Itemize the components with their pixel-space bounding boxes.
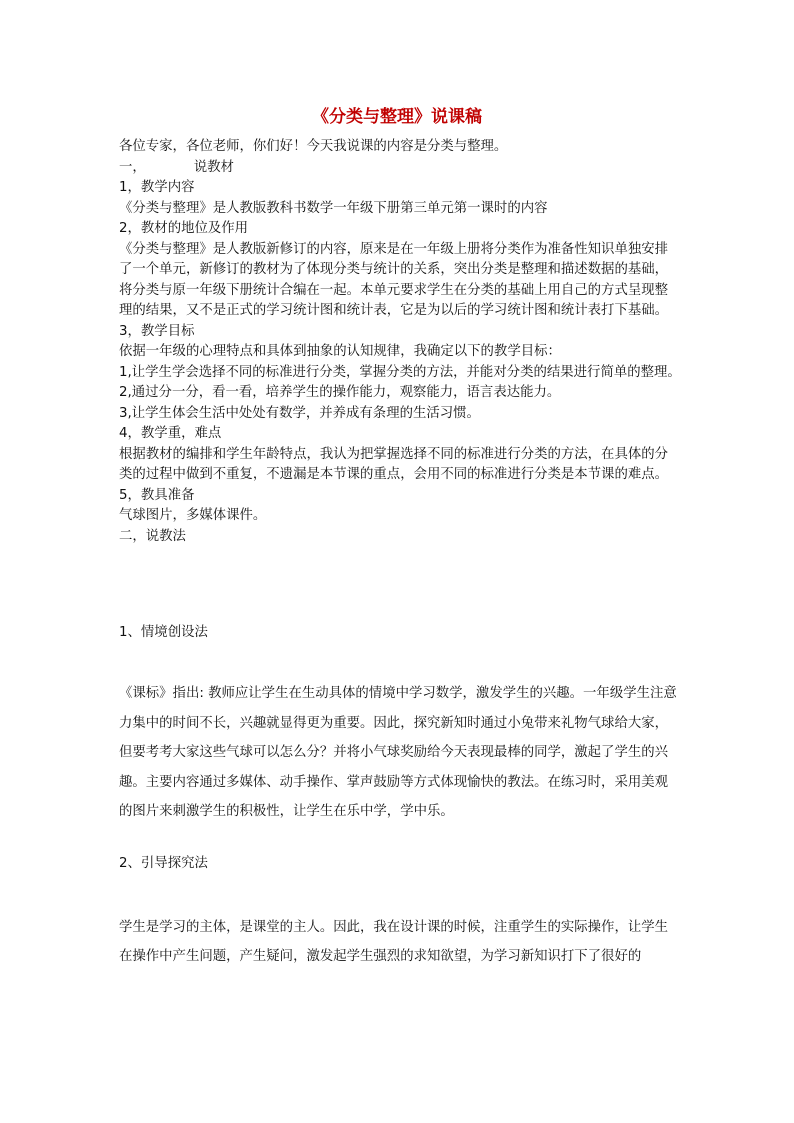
method-1-text: 《课标》指出: 教师应让学生在生动具体的情境中学习数学，激发学生的兴趣。一年级学生注意力集中的时间不长，兴趣就显得更为重要。因此，探究新知时通过小兔带来礼物气球给大家，但要考考大家这些气球可以怎么分？并将小气球奖励给今天表现最棒的同学，激起了学生的兴趣。主要内容通过多媒体、动手操作、掌声鼓励等方式体现愉快的教法。在练习时，采用美观的图片来刺激学生的积极性，让学生在乐中学，学中乐。: [119, 686, 677, 819]
item-3-lead: 依据一年级的心理特点和具体到抽象的认知规律，我确定以下的教学目标：: [119, 344, 561, 359]
intro-paragraph: 各位专家，各位老师，你们好！今天我说课的内容是分类与整理。: [119, 139, 508, 154]
item-5-text: 气球图片，多媒体课件。: [119, 508, 267, 523]
item-5-heading: 5，教具准备: [119, 487, 195, 503]
section-1-title: 说教材: [193, 159, 234, 175]
paragraph-spacer: [119, 643, 681, 679]
item-2-text: 《分类与整理》是人教版新修订的内容，原来是在一年级上册将分类作为准备性知识单独安排了一个单元，新修订的教材为了体现分类与统计的关系，突出分类是整理和描述数据的基础，将分类与原一年级下册统计合编在一起。本单元要求学生在分类的基础上用自己的方式呈现整理的结果，又不是正式的学习统计图和统计表，它是为以后的学习统计图和统计表打下基础。: [119, 241, 669, 318]
section-1-heading: [119, 158, 681, 179]
goal-3: 3,让学生体会生活中处处有数学，并养成有条理的生活习惯。: [119, 405, 480, 421]
goal-2: 2,通过分一分，看一看，培养学生的操作能力，观察能力，语言表达能力。: [119, 385, 561, 400]
document-title: 《分类与整理》说课稿: [312, 107, 482, 127]
item-3-heading: 3，教学目标: [119, 323, 195, 339]
document-body-lower: [119, 623, 681, 972]
section-2-heading: 二，说教法: [119, 528, 186, 544]
paragraph-spacer: [119, 827, 681, 854]
method-2-text: 学生是学习的主体，是课堂的主人。因此，我在设计课的时候，注重学生的实际操作，让学生在操作中产生问题，产生疑问，激发起学生强烈的求知欲望，为学习新知识打下了很好的: [119, 919, 669, 964]
item-4-text: 根据教材的编排和学生年龄特点，我认为把掌握选择不同的标准进行分类的方法，在具体的分类的过程中做到不重复，不遗漏是本节课的重点，会用不同的标准进行分类是本节课的难点。: [119, 446, 669, 482]
goal-1: 1,让学生学会选择不同的标准进行分类，掌握分类的方法，并能对分类的结果进行简单的整理。: [119, 364, 681, 380]
item-2-heading: 2，教材的地位及作用: [119, 221, 249, 236]
item-1-heading: 1，教学内容: [119, 180, 195, 195]
item-4-heading: 4，教学重，难点: [119, 426, 222, 441]
document-body-upper: [119, 137, 681, 547]
method-1-heading: 1、情境创设法: [119, 625, 208, 640]
item-1-text: 《分类与整理》是人教版教科书数学一年级下册第三单元第一课时的内容: [119, 200, 548, 216]
method-2-heading: 2、引导探究法: [119, 855, 208, 871]
section-1-number: 一，: [119, 159, 146, 175]
paragraph-spacer: [119, 874, 681, 913]
